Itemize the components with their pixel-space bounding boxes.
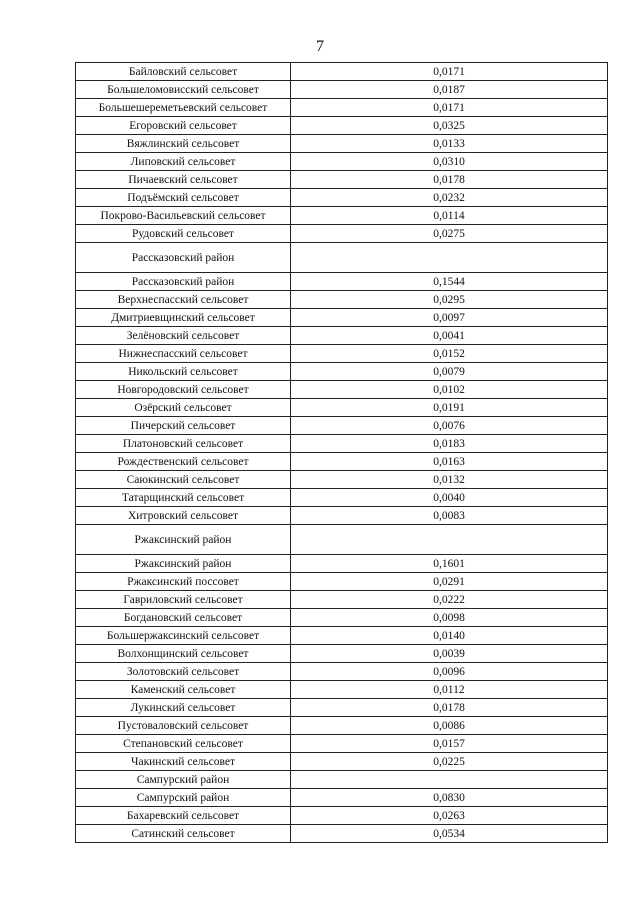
row-value: 0,0096 [291, 663, 608, 681]
row-name: Большешереметьевский сельсовет [76, 99, 291, 117]
row-name: Каменский сельсовет [76, 681, 291, 699]
row-name: Зелёновский сельсовет [76, 327, 291, 345]
table-row [76, 507, 608, 525]
row-value: 0,0295 [291, 291, 608, 309]
table-row [76, 135, 608, 153]
row-value: 0,0178 [291, 171, 608, 189]
row-value: 0,0039 [291, 645, 608, 663]
row-value: 0,0178 [291, 699, 608, 717]
row-name: Богдановский сельсовет [76, 609, 291, 627]
row-value: 0,0140 [291, 627, 608, 645]
row-name: Рассказовский район [76, 273, 291, 291]
table-row [76, 627, 608, 645]
row-value: 0,0040 [291, 489, 608, 507]
row-value: 0,0325 [291, 117, 608, 135]
row-name: Ржаксинский поссовет [76, 573, 291, 591]
row-value: 0,1544 [291, 273, 608, 291]
row-name: Хитровский сельсовет [76, 507, 291, 525]
table-row [76, 735, 608, 753]
row-value: 0,0171 [291, 63, 608, 81]
row-value: 0,0132 [291, 471, 608, 489]
row-value: 0,0534 [291, 825, 608, 843]
row-name: Сатинский сельсовет [76, 825, 291, 843]
row-value: 0,0157 [291, 735, 608, 753]
row-name: Платоновский сельсовет [76, 435, 291, 453]
row-name: Пичаевский сельсовет [76, 171, 291, 189]
table-row [76, 117, 608, 135]
row-value [291, 771, 608, 789]
table-row [76, 471, 608, 489]
row-value: 0,0102 [291, 381, 608, 399]
row-name: Волхонщинский сельсовет [76, 645, 291, 663]
row-name: Ржаксинский район [76, 555, 291, 573]
table-row [76, 417, 608, 435]
row-value: 0,0112 [291, 681, 608, 699]
row-value: 0,0097 [291, 309, 608, 327]
table-row [76, 207, 608, 225]
table-row [76, 381, 608, 399]
row-name: Сампурский район [76, 771, 291, 789]
table-row [76, 291, 608, 309]
row-name: Чакинский сельсовет [76, 753, 291, 771]
row-name: Степановский сельсовет [76, 735, 291, 753]
table-row [76, 717, 608, 735]
row-name: Бахаревский сельсовет [76, 807, 291, 825]
district-header-row [76, 771, 608, 789]
row-name: Пустоваловский сельсовет [76, 717, 291, 735]
table-row [76, 189, 608, 207]
row-name: Покрово-Васильевский сельсовет [76, 207, 291, 225]
row-name: Вяжлинский сельсовет [76, 135, 291, 153]
row-value: 0,0163 [291, 453, 608, 471]
row-name: Татарщинский сельсовет [76, 489, 291, 507]
row-name: Подъёмский сельсовет [76, 189, 291, 207]
row-value: 0,0083 [291, 507, 608, 525]
row-name: Байловский сельсовет [76, 63, 291, 81]
table-row [76, 663, 608, 681]
row-value: 0,0152 [291, 345, 608, 363]
row-value: 0,0191 [291, 399, 608, 417]
row-value: 0,0291 [291, 573, 608, 591]
row-name: Рождественский сельсовет [76, 453, 291, 471]
row-value: 0,0041 [291, 327, 608, 345]
row-name: Пичерский сельсовет [76, 417, 291, 435]
district-header-row [76, 525, 608, 555]
table-body [76, 63, 608, 843]
row-name: Липовский сельсовет [76, 153, 291, 171]
table-row [76, 345, 608, 363]
row-name: Новгородовский сельсовет [76, 381, 291, 399]
table-row [76, 753, 608, 771]
row-name: Сампурский район [76, 789, 291, 807]
row-name: Дмитриевщинский сельсовет [76, 309, 291, 327]
table-row [76, 573, 608, 591]
table-row [76, 807, 608, 825]
row-value: 0,0222 [291, 591, 608, 609]
table-row [76, 99, 608, 117]
page-number: 7 [316, 38, 324, 55]
row-name: Большеломовисский сельсовет [76, 81, 291, 99]
allocation-table [75, 62, 608, 843]
row-value: 0,0225 [291, 753, 608, 771]
row-name: Рудовский сельсовет [76, 225, 291, 243]
table-row [76, 363, 608, 381]
row-value: 0,0086 [291, 717, 608, 735]
table-row [76, 309, 608, 327]
table-row [76, 489, 608, 507]
table-row [76, 681, 608, 699]
table-row [76, 699, 608, 717]
table-row [76, 435, 608, 453]
row-value: 0,0133 [291, 135, 608, 153]
table-row [76, 591, 608, 609]
row-value: 0,1601 [291, 555, 608, 573]
row-name: Егоровский сельсовет [76, 117, 291, 135]
row-name: Ржаксинский район [76, 525, 291, 555]
row-value: 0,0183 [291, 435, 608, 453]
row-name: Нижнеспасский сельсовет [76, 345, 291, 363]
table-row [76, 171, 608, 189]
row-value [291, 243, 608, 273]
row-value: 0,0076 [291, 417, 608, 435]
table-row [76, 81, 608, 99]
row-name: Никольский сельсовет [76, 363, 291, 381]
table-row [76, 555, 608, 573]
table-row [76, 225, 608, 243]
row-value: 0,0171 [291, 99, 608, 117]
row-name: Большержаксинский сельсовет [76, 627, 291, 645]
row-name: Озёрский сельсовет [76, 399, 291, 417]
row-value: 0,0114 [291, 207, 608, 225]
row-value: 0,0310 [291, 153, 608, 171]
row-value: 0,0275 [291, 225, 608, 243]
row-value: 0,0232 [291, 189, 608, 207]
district-header-row [76, 243, 608, 273]
table-row [76, 825, 608, 843]
row-value: 0,0263 [291, 807, 608, 825]
table-row [76, 399, 608, 417]
row-value [291, 525, 608, 555]
table-row [76, 453, 608, 471]
row-value: 0,0098 [291, 609, 608, 627]
row-name: Саюкинский сельсовет [76, 471, 291, 489]
row-name: Верхнеспасский сельсовет [76, 291, 291, 309]
row-name: Лукинский сельсовет [76, 699, 291, 717]
row-name: Золотовский сельсовет [76, 663, 291, 681]
table-row [76, 273, 608, 291]
table-row [76, 327, 608, 345]
table-row [76, 63, 608, 81]
row-value: 0,0079 [291, 363, 608, 381]
table-row [76, 789, 608, 807]
row-value: 0,0830 [291, 789, 608, 807]
row-value: 0,0187 [291, 81, 608, 99]
table-row [76, 609, 608, 627]
row-name: Рассказовский район [76, 243, 291, 273]
row-name: Гавриловский сельсовет [76, 591, 291, 609]
table-row [76, 645, 608, 663]
table-row [76, 153, 608, 171]
